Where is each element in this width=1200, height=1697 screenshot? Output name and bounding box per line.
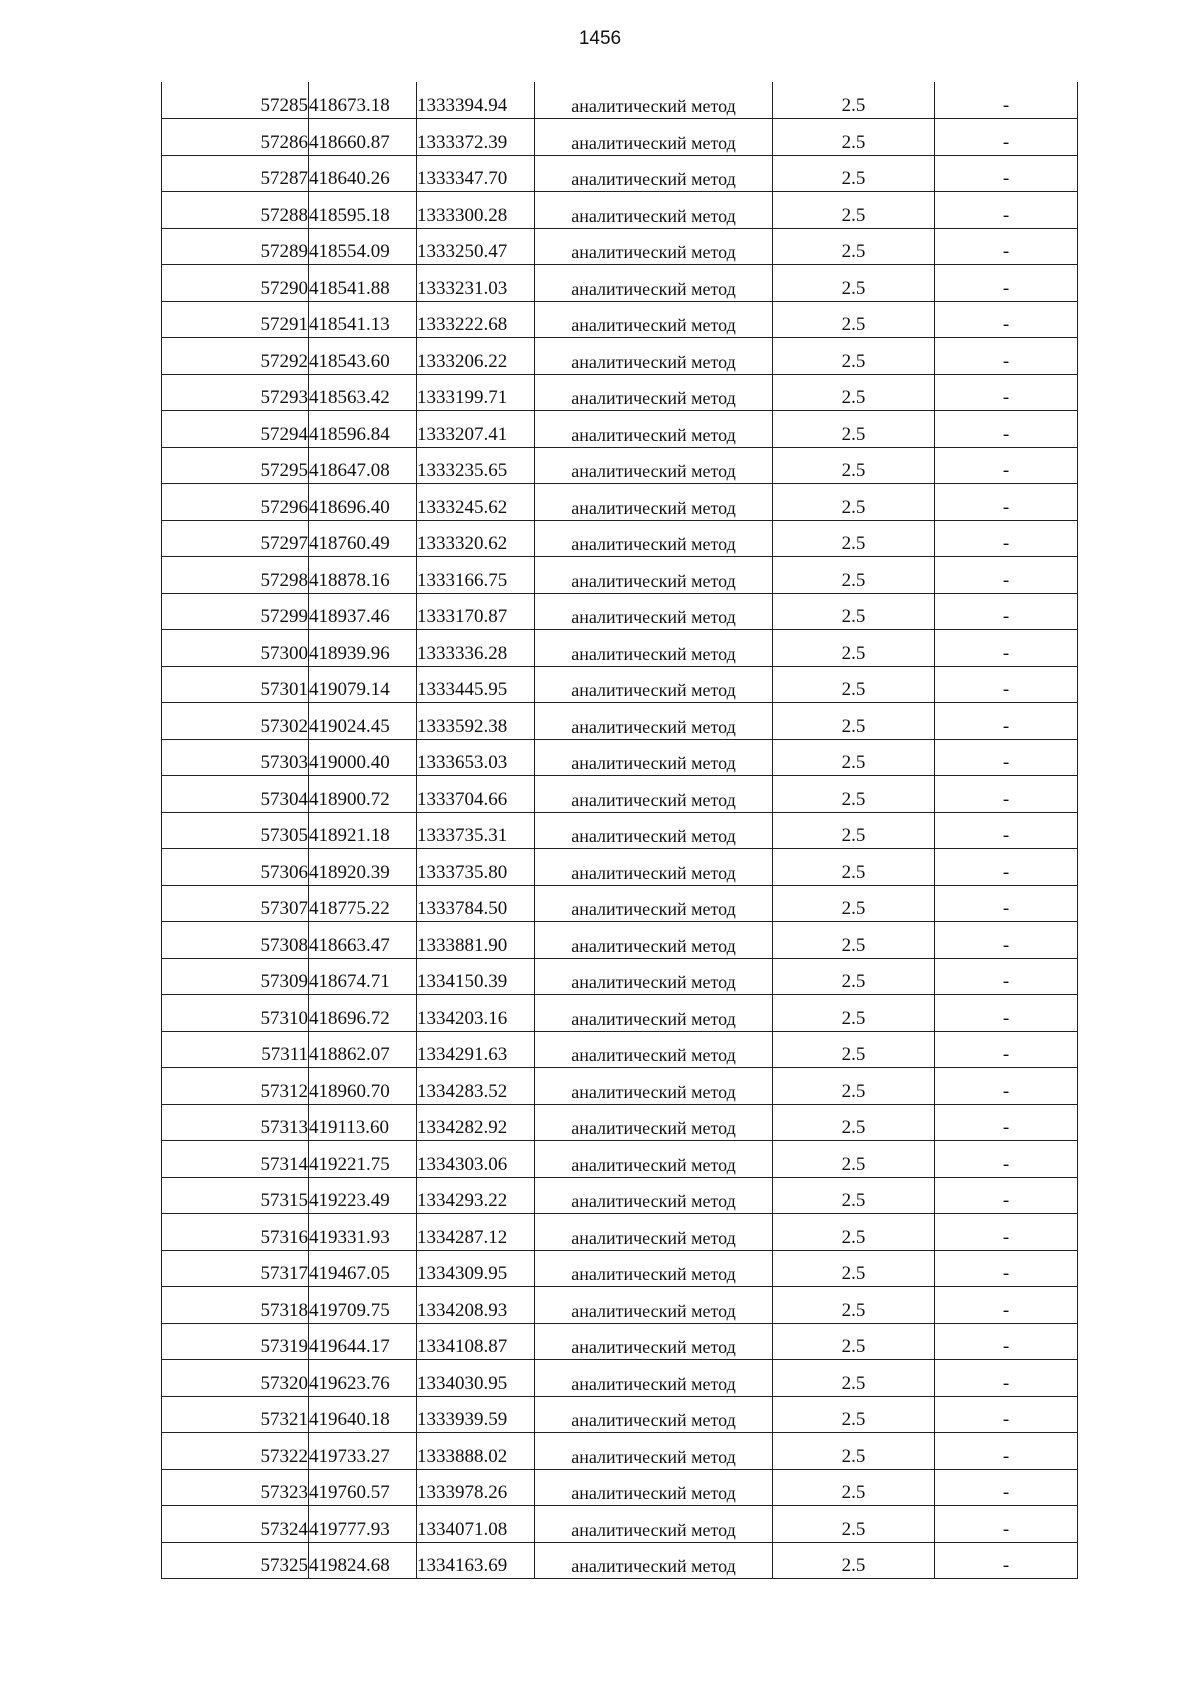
table-row [162,776,1078,813]
point-number-cell: 57317 [162,1250,309,1287]
note-cell: - [935,1506,1078,1543]
accuracy-cell: 2.5 [773,557,935,594]
coordinate-x-cell: 419024.45 [309,703,417,740]
note-cell: - [935,520,1078,557]
note-cell: - [935,1214,1078,1251]
coordinate-y-cell: 1334203.16 [417,995,535,1032]
coordinate-x-cell: 419623.76 [309,1360,417,1397]
accuracy-cell: 2.5 [773,593,935,630]
method-cell: аналитический метод [535,1068,773,1105]
accuracy-cell: 2.5 [773,1433,935,1470]
accuracy-cell: 2.5 [773,484,935,521]
point-number-cell: 57305 [162,812,309,849]
note-cell: - [935,374,1078,411]
point-number-cell: 57311 [162,1031,309,1068]
coordinate-x-cell: 418596.84 [309,411,417,448]
coordinate-y-cell: 1334208.93 [417,1287,535,1324]
point-number-cell: 57297 [162,520,309,557]
note-cell: - [935,1542,1078,1579]
accuracy-cell: 2.5 [773,447,935,484]
note-cell: - [935,338,1078,375]
accuracy-cell: 2.5 [773,338,935,375]
coordinate-y-cell: 1333231.03 [417,265,535,302]
note-cell: - [935,958,1078,995]
table-row [162,557,1078,594]
coordinate-x-cell: 419331.93 [309,1214,417,1251]
coordinate-x-cell: 418775.22 [309,885,417,922]
method-cell: аналитический метод [535,812,773,849]
note-cell: - [935,119,1078,156]
accuracy-cell: 2.5 [773,1214,935,1251]
coordinate-y-cell: 1333784.50 [417,885,535,922]
table-row [162,922,1078,959]
table-row [162,812,1078,849]
coordinate-x-cell: 419467.05 [309,1250,417,1287]
method-cell: аналитический метод [535,1323,773,1360]
coordinate-y-cell: 1334071.08 [417,1506,535,1543]
coordinates-table [161,82,1078,1579]
method-cell: аналитический метод [535,703,773,740]
note-cell: - [935,1250,1078,1287]
coordinate-y-cell: 1333347.70 [417,155,535,192]
coordinate-y-cell: 1334303.06 [417,1141,535,1178]
coordinate-y-cell: 1333978.26 [417,1469,535,1506]
table-row [162,1542,1078,1579]
accuracy-cell: 2.5 [773,520,935,557]
coordinate-y-cell: 1333735.31 [417,812,535,849]
note-cell: - [935,922,1078,959]
note-cell: - [935,484,1078,521]
coordinate-x-cell: 419221.75 [309,1141,417,1178]
coordinate-x-cell: 419733.27 [309,1433,417,1470]
coordinate-x-cell: 418647.08 [309,447,417,484]
point-number-cell: 57301 [162,666,309,703]
coordinate-y-cell: 1334282.92 [417,1104,535,1141]
point-number-cell: 57316 [162,1214,309,1251]
coordinate-y-cell: 1334283.52 [417,1068,535,1105]
method-cell: аналитический метод [535,228,773,265]
method-cell: аналитический метод [535,849,773,886]
table-row [162,1068,1078,1105]
method-cell: аналитический метод [535,666,773,703]
table-row [162,411,1078,448]
note-cell: - [935,776,1078,813]
table-row [162,1469,1078,1506]
point-number-cell: 57308 [162,922,309,959]
accuracy-cell: 2.5 [773,1287,935,1324]
accuracy-cell: 2.5 [773,739,935,776]
note-cell: - [935,1287,1078,1324]
table-row [162,520,1078,557]
coordinate-y-cell: 1333199.71 [417,374,535,411]
accuracy-cell: 2.5 [773,703,935,740]
point-number-cell: 57312 [162,1068,309,1105]
accuracy-cell: 2.5 [773,885,935,922]
note-cell: - [935,1396,1078,1433]
point-number-cell: 57323 [162,1469,309,1506]
method-cell: аналитический метод [535,155,773,192]
method-cell: аналитический метод [535,484,773,521]
method-cell: аналитический метод [535,958,773,995]
table-row [162,484,1078,521]
point-number-cell: 57289 [162,228,309,265]
coordinate-y-cell: 1333336.28 [417,630,535,667]
coordinate-y-cell: 1334309.95 [417,1250,535,1287]
method-cell: аналитический метод [535,301,773,338]
method-cell: аналитический метод [535,1250,773,1287]
coordinate-x-cell: 419000.40 [309,739,417,776]
accuracy-cell: 2.5 [773,155,935,192]
coordinate-y-cell: 1334291.63 [417,1031,535,1068]
method-cell: аналитический метод [535,374,773,411]
method-cell: аналитический метод [535,119,773,156]
note-cell: - [935,849,1078,886]
note-cell: - [935,885,1078,922]
coordinate-x-cell: 418640.26 [309,155,417,192]
coordinate-y-cell: 1333207.41 [417,411,535,448]
note-cell: - [935,155,1078,192]
point-number-cell: 57319 [162,1323,309,1360]
method-cell: аналитический метод [535,593,773,630]
coordinate-x-cell: 418541.88 [309,265,417,302]
accuracy-cell: 2.5 [773,630,935,667]
note-cell: - [935,557,1078,594]
coordinate-y-cell: 1333300.28 [417,192,535,229]
accuracy-cell: 2.5 [773,995,935,1032]
coordinate-x-cell: 418696.72 [309,995,417,1032]
coordinate-y-cell: 1333235.65 [417,447,535,484]
table-row [162,630,1078,667]
coordinate-y-cell: 1333206.22 [417,338,535,375]
coordinate-x-cell: 419760.57 [309,1469,417,1506]
coordinate-y-cell: 1334287.12 [417,1214,535,1251]
coordinate-x-cell: 418900.72 [309,776,417,813]
coordinate-y-cell: 1334150.39 [417,958,535,995]
point-number-cell: 57324 [162,1506,309,1543]
table-row [162,228,1078,265]
method-cell: аналитический метод [535,1396,773,1433]
note-cell: - [935,1469,1078,1506]
table-row [162,1396,1078,1433]
method-cell: аналитический метод [535,630,773,667]
accuracy-cell: 2.5 [773,958,935,995]
table-row [162,1177,1078,1214]
coordinate-y-cell: 1334030.95 [417,1360,535,1397]
coordinate-y-cell: 1333881.90 [417,922,535,959]
table-row [162,593,1078,630]
coordinate-y-cell: 1333250.47 [417,228,535,265]
point-number-cell: 57296 [162,484,309,521]
table-row [162,703,1078,740]
method-cell: аналитический метод [535,1506,773,1543]
coordinate-x-cell: 418541.13 [309,301,417,338]
coordinate-x-cell: 418554.09 [309,228,417,265]
method-cell: аналитический метод [535,1433,773,1470]
accuracy-cell: 2.5 [773,1250,935,1287]
method-cell: аналитический метод [535,995,773,1032]
method-cell: аналитический метод [535,265,773,302]
coordinate-x-cell: 418862.07 [309,1031,417,1068]
accuracy-cell: 2.5 [773,1469,935,1506]
note-cell: - [935,265,1078,302]
accuracy-cell: 2.5 [773,1068,935,1105]
point-number-cell: 57291 [162,301,309,338]
method-cell: аналитический метод [535,338,773,375]
point-number-cell: 57304 [162,776,309,813]
method-cell: аналитический метод [535,411,773,448]
note-cell: - [935,1068,1078,1105]
note-cell: - [935,703,1078,740]
coordinate-x-cell: 418696.40 [309,484,417,521]
point-number-cell: 57309 [162,958,309,995]
table-row [162,155,1078,192]
method-cell: аналитический метод [535,520,773,557]
accuracy-cell: 2.5 [773,1141,935,1178]
table-row [162,301,1078,338]
point-number-cell: 57313 [162,1104,309,1141]
point-number-cell: 57321 [162,1396,309,1433]
method-cell: аналитический метод [535,922,773,959]
point-number-cell: 57294 [162,411,309,448]
accuracy-cell: 2.5 [773,776,935,813]
coordinate-y-cell: 1334163.69 [417,1542,535,1579]
accuracy-cell: 2.5 [773,265,935,302]
table-row [162,1031,1078,1068]
accuracy-cell: 2.5 [773,1031,935,1068]
method-cell: аналитический метод [535,739,773,776]
coordinate-y-cell: 1333394.94 [417,82,535,119]
point-number-cell: 57314 [162,1141,309,1178]
point-number-cell: 57315 [162,1177,309,1214]
point-number-cell: 57295 [162,447,309,484]
table-row [162,1141,1078,1178]
method-cell: аналитический метод [535,1542,773,1579]
method-cell: аналитический метод [535,1104,773,1141]
coordinate-y-cell: 1333888.02 [417,1433,535,1470]
point-number-cell: 57286 [162,119,309,156]
accuracy-cell: 2.5 [773,301,935,338]
method-cell: аналитический метод [535,192,773,229]
note-cell: - [935,192,1078,229]
coordinate-y-cell: 1334108.87 [417,1323,535,1360]
accuracy-cell: 2.5 [773,1506,935,1543]
table-row [162,849,1078,886]
method-cell: аналитический метод [535,1177,773,1214]
note-cell: - [935,995,1078,1032]
page-number: 1456 [578,28,622,49]
table-row [162,338,1078,375]
method-cell: аналитический метод [535,1287,773,1324]
method-cell: аналитический метод [535,885,773,922]
note-cell: - [935,739,1078,776]
point-number-cell: 57318 [162,1287,309,1324]
coordinates-table-body [162,82,1078,1579]
coordinate-y-cell: 1333735.80 [417,849,535,886]
accuracy-cell: 2.5 [773,192,935,229]
point-number-cell: 57298 [162,557,309,594]
accuracy-cell: 2.5 [773,1360,935,1397]
point-number-cell: 57300 [162,630,309,667]
note-cell: - [935,1360,1078,1397]
table-row [162,739,1078,776]
coordinate-y-cell: 1333372.39 [417,119,535,156]
method-cell: аналитический метод [535,1141,773,1178]
accuracy-cell: 2.5 [773,812,935,849]
point-number-cell: 57320 [162,1360,309,1397]
coordinate-x-cell: 419640.18 [309,1396,417,1433]
note-cell: - [935,1104,1078,1141]
method-cell: аналитический метод [535,776,773,813]
coordinate-y-cell: 1333653.03 [417,739,535,776]
point-number-cell: 57306 [162,849,309,886]
coordinate-y-cell: 1333222.68 [417,301,535,338]
coordinate-y-cell: 1333245.62 [417,484,535,521]
note-cell: - [935,82,1078,119]
coordinate-x-cell: 418937.46 [309,593,417,630]
accuracy-cell: 2.5 [773,1104,935,1141]
coordinate-x-cell: 419709.75 [309,1287,417,1324]
coordinate-x-cell: 419644.17 [309,1323,417,1360]
coordinate-x-cell: 418595.18 [309,192,417,229]
point-number-cell: 57322 [162,1433,309,1470]
method-cell: аналитический метод [535,447,773,484]
note-cell: - [935,1031,1078,1068]
accuracy-cell: 2.5 [773,849,935,886]
coordinate-x-cell: 419777.93 [309,1506,417,1543]
table-row [162,1214,1078,1251]
note-cell: - [935,1433,1078,1470]
coordinate-y-cell: 1333320.62 [417,520,535,557]
coordinate-x-cell: 418563.42 [309,374,417,411]
note-cell: - [935,1323,1078,1360]
coordinate-x-cell: 418920.39 [309,849,417,886]
coordinate-y-cell: 1333166.75 [417,557,535,594]
accuracy-cell: 2.5 [773,922,935,959]
method-cell: аналитический метод [535,82,773,119]
coordinate-y-cell: 1333704.66 [417,776,535,813]
table-row [162,1250,1078,1287]
coordinate-x-cell: 419079.14 [309,666,417,703]
accuracy-cell: 2.5 [773,82,935,119]
coordinate-y-cell: 1333445.95 [417,666,535,703]
table-row [162,1360,1078,1397]
accuracy-cell: 2.5 [773,119,935,156]
table-row [162,958,1078,995]
point-number-cell: 57292 [162,338,309,375]
table-row [162,995,1078,1032]
coordinate-x-cell: 418674.71 [309,958,417,995]
accuracy-cell: 2.5 [773,1542,935,1579]
note-cell: - [935,630,1078,667]
point-number-cell: 57288 [162,192,309,229]
point-number-cell: 57293 [162,374,309,411]
accuracy-cell: 2.5 [773,1323,935,1360]
accuracy-cell: 2.5 [773,228,935,265]
coordinate-x-cell: 418673.18 [309,82,417,119]
coordinate-x-cell: 418960.70 [309,1068,417,1105]
note-cell: - [935,593,1078,630]
note-cell: - [935,411,1078,448]
coordinate-x-cell: 418660.87 [309,119,417,156]
point-number-cell: 57285 [162,82,309,119]
table-row [162,1506,1078,1543]
point-number-cell: 57287 [162,155,309,192]
coordinate-y-cell: 1333592.38 [417,703,535,740]
coordinate-x-cell: 419223.49 [309,1177,417,1214]
point-number-cell: 57325 [162,1542,309,1579]
point-number-cell: 57302 [162,703,309,740]
table-row [162,192,1078,229]
accuracy-cell: 2.5 [773,1396,935,1433]
accuracy-cell: 2.5 [773,374,935,411]
point-number-cell: 57307 [162,885,309,922]
table-row [162,1433,1078,1470]
method-cell: аналитический метод [535,557,773,594]
coordinate-y-cell: 1334293.22 [417,1177,535,1214]
table-row [162,265,1078,302]
table-row [162,1323,1078,1360]
coordinate-x-cell: 418543.60 [309,338,417,375]
accuracy-cell: 2.5 [773,666,935,703]
coordinate-x-cell: 418921.18 [309,812,417,849]
accuracy-cell: 2.5 [773,411,935,448]
coordinate-x-cell: 419824.68 [309,1542,417,1579]
point-number-cell: 57290 [162,265,309,302]
table-row [162,885,1078,922]
coordinate-y-cell: 1333170.87 [417,593,535,630]
note-cell: - [935,666,1078,703]
coordinate-x-cell: 418939.96 [309,630,417,667]
point-number-cell: 57310 [162,995,309,1032]
table-row [162,374,1078,411]
method-cell: аналитический метод [535,1031,773,1068]
note-cell: - [935,301,1078,338]
method-cell: аналитический метод [535,1469,773,1506]
table-row [162,82,1078,119]
accuracy-cell: 2.5 [773,1177,935,1214]
table-row [162,1287,1078,1324]
note-cell: - [935,447,1078,484]
coordinate-x-cell: 418878.16 [309,557,417,594]
note-cell: - [935,1141,1078,1178]
table-row [162,119,1078,156]
note-cell: - [935,228,1078,265]
table-row [162,447,1078,484]
coordinate-y-cell: 1333939.59 [417,1396,535,1433]
note-cell: - [935,1177,1078,1214]
note-cell: - [935,812,1078,849]
table-row [162,666,1078,703]
coordinate-x-cell: 419113.60 [309,1104,417,1141]
coordinate-x-cell: 418663.47 [309,922,417,959]
table-row [162,1104,1078,1141]
point-number-cell: 57299 [162,593,309,630]
coordinate-x-cell: 418760.49 [309,520,417,557]
method-cell: аналитический метод [535,1360,773,1397]
method-cell: аналитический метод [535,1214,773,1251]
point-number-cell: 57303 [162,739,309,776]
